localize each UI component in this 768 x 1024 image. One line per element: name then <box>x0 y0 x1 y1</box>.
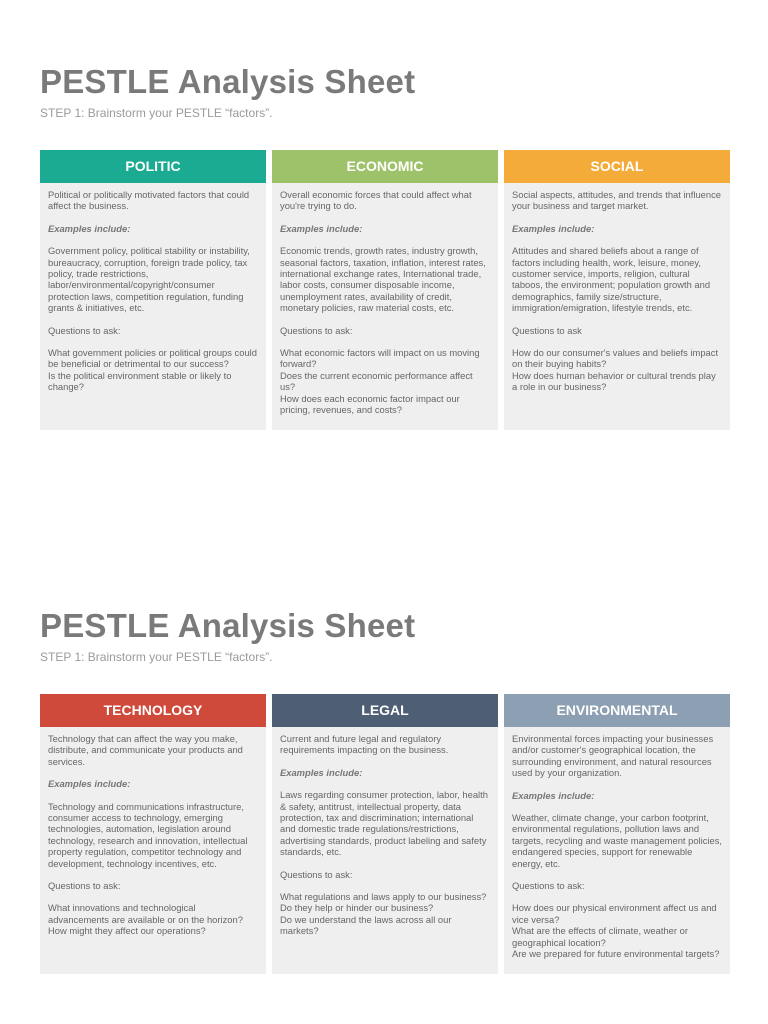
column-environmental <box>504 694 730 974</box>
examples-text: Laws regarding consumer protection, labor, health & safety, antitrust, intellectual property, data protection, tax and discrimination; international and domestic trade regulations/restrictions, advertising standards, product labeling and safety standards, etc. <box>280 789 488 858</box>
column-header: TECHNOLOGY <box>40 694 266 727</box>
sheet-subtitle: STEP 1: Brainstorm your PESTLE “factors”. <box>40 106 273 120</box>
column-header: SOCIAL <box>504 150 730 183</box>
questions-heading: Questions to ask: <box>48 324 121 336</box>
examples-heading: Examples include: <box>280 766 363 778</box>
column-social <box>504 150 730 430</box>
column-body <box>40 183 266 430</box>
column-technology <box>40 694 266 974</box>
column-body <box>272 183 498 430</box>
examples-heading: Examples include: <box>512 789 595 801</box>
column-body <box>504 183 730 430</box>
column-economic <box>272 150 498 430</box>
examples-text: Technology and communications infrastructure, consumer access to technology, emerging technologies, automation, legislation around technology, research and innovation, intellectual property regulation, competitor technology and development, technology incentives, etc. <box>48 800 248 869</box>
examples-heading: Examples include: <box>512 222 595 234</box>
sheet-title: PESTLE Analysis Sheet <box>40 63 416 100</box>
column-body <box>40 727 266 974</box>
column-legal <box>272 694 498 974</box>
questions-heading: Questions to ask: <box>512 880 585 892</box>
column-politic <box>40 150 266 430</box>
questions-heading: Questions to ask: <box>48 880 121 892</box>
column-description: Social aspects, attitudes, and trends that influence your business and target market. <box>512 189 721 212</box>
questions-heading: Questions to ask: <box>280 324 353 336</box>
column-description: Technology that can affect the way you make, distribute, and communicate your products and services. <box>48 733 243 767</box>
examples-heading: Examples include: <box>280 222 363 234</box>
examples-text: Attitudes and shared beliefs about a range of factors including health, work, leisure, money, customer service, imports, religion, cultural taboos, the environment; population growth and demographics, family size/structure, immigration/emigration, lifestyle trends, etc. <box>512 245 711 314</box>
questions-text: How does our physical environment affect us and vice versa? What are the effects of climate, weather or geographical location? Are we prepared for future environmental targets? <box>512 902 720 960</box>
column-header: POLITIC <box>40 150 266 183</box>
questions-text: What regulations and laws apply to our business? Do they help or hinder our business? Do we understand the laws across all our markets? <box>280 891 487 937</box>
pestle-sheet-2 <box>40 606 730 974</box>
column-description: Political or politically motivated factors that could affect the business. <box>48 189 250 212</box>
pestle-sheet-1 <box>40 62 730 430</box>
questions-text: What economic factors will impact on us moving forward? Does the current economic performance affect us? How does each economic factor impact our pricing, revenues, and costs? <box>280 347 480 416</box>
column-description: Current and future legal and regulatory requirements impacting on the business. <box>280 733 449 756</box>
factor-grid <box>40 694 730 974</box>
examples-text: Economic trends, growth rates, industry growth, seasonal factors, taxation, inflation, interest rates, international exchange rates, International trade, labor costs, consumer disposable income, unemployment rates, availability of credit, monetary policies, raw material costs, etc. <box>280 245 486 314</box>
examples-text: Government policy, political stability or instability, bureaucracy, corruption, foreign trade policy, tax policy, trade restrictions, labor/environmental/copyright/consumer protection laws, competition regulation, funding grants & initiatives, etc. <box>48 245 250 314</box>
sheet-subtitle: STEP 1: Brainstorm your PESTLE “factors”. <box>40 650 273 664</box>
questions-text: What government policies or political groups could be beneficial or detrimental to our success? Is the political environment stable or likely to change? <box>48 347 257 393</box>
column-body <box>272 727 498 974</box>
examples-heading: Examples include: <box>48 778 131 790</box>
questions-text: How do our consumer's values and beliefs impact on their buying habits? How does human behavior or cultural trends play a role in our business? <box>512 347 719 393</box>
sheet-title: PESTLE Analysis Sheet <box>40 607 416 644</box>
questions-text: What innovations and technological advancements are available or on the horizon? How might they affect our operations? <box>48 902 243 937</box>
examples-heading: Examples include: <box>48 222 131 234</box>
column-description: Overall economic forces that could affect what you're trying to do. <box>280 189 472 212</box>
column-header: ECONOMIC <box>272 150 498 183</box>
questions-heading: Questions to ask <box>512 324 582 336</box>
column-body <box>504 727 730 974</box>
factor-grid <box>40 150 730 430</box>
column-header: LEGAL <box>272 694 498 727</box>
column-header: ENVIRONMENTAL <box>504 694 730 727</box>
examples-text: Weather, climate change, your carbon footprint, environmental regulations, pollution laws and targets, recycling and waste management policies, endangered species, support for renewable energy, etc. <box>512 812 723 869</box>
questions-heading: Questions to ask: <box>280 868 353 880</box>
column-description: Environmental forces impacting your businesses and/or customer's geographical location, the surrounding environment, and natural resources used by your organization. <box>512 733 714 779</box>
